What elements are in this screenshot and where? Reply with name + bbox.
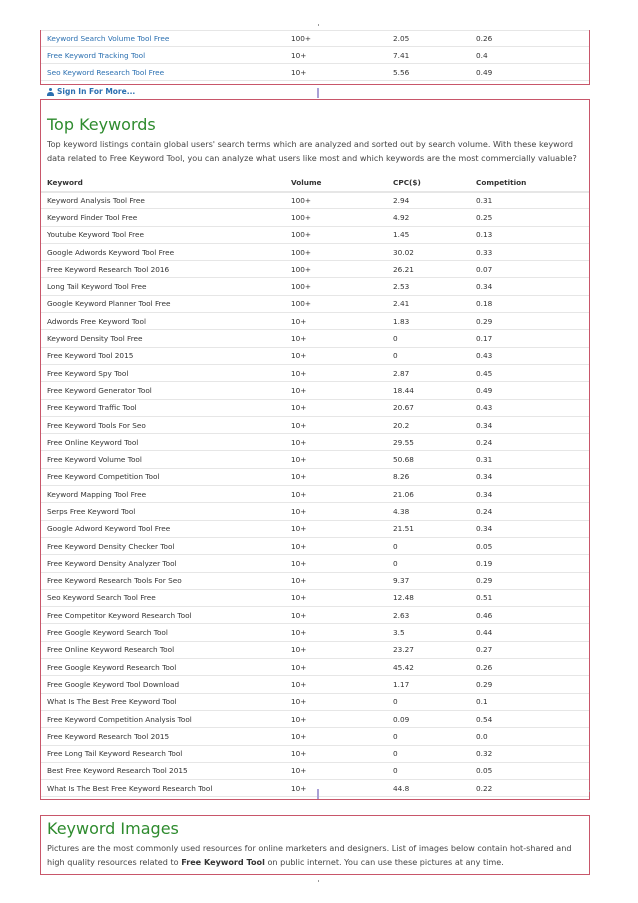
keyword-cell: Best Free Keyword Research Tool 2015 <box>47 766 188 776</box>
table-row <box>41 624 589 641</box>
competition-cell: 0.27 <box>476 645 493 655</box>
volume-cell: 10+ <box>291 437 307 447</box>
page-mark <box>589 790 590 792</box>
volume-cell: 10+ <box>291 645 307 655</box>
cpc-cell: 20.2 <box>393 420 410 430</box>
keyword-cell: Serps Free Keyword Tool <box>47 506 136 516</box>
competition-cell: 0.24 <box>476 437 493 447</box>
table-row <box>41 417 589 434</box>
competition-cell: 0.22 <box>476 783 493 793</box>
volume-cell: 10+ <box>291 455 307 465</box>
competition-cell: 0.34 <box>476 420 493 430</box>
volume-cell: 10+ <box>291 316 307 326</box>
table-row <box>41 590 589 607</box>
cpc-cell: 0 <box>393 766 398 776</box>
keyword-cell: Free Keyword Tool 2015 <box>47 351 134 361</box>
table-row <box>41 451 589 468</box>
keyword-cell: Google Adword Keyword Tool Free <box>47 524 171 534</box>
table-row <box>41 486 589 503</box>
cpc-cell: 29.55 <box>393 437 414 447</box>
volume-cell: 100+ <box>291 264 312 274</box>
header-competition: Competition <box>476 178 527 187</box>
table-row <box>41 365 589 382</box>
table-row <box>41 278 589 295</box>
cpc-cell: 2.87 <box>393 368 410 378</box>
keyword-cell: Keyword Mapping Tool Free <box>47 489 147 499</box>
cpc-cell: 7.41 <box>393 50 410 60</box>
volume-cell: 10+ <box>291 541 307 551</box>
volume-cell: 10+ <box>291 67 307 77</box>
header-keyword: Keyword <box>47 178 83 187</box>
cpc-cell: 50.68 <box>393 455 414 465</box>
competition-cell: 0.26 <box>476 34 493 43</box>
competition-cell: 0.18 <box>476 299 493 309</box>
cpc-cell: 0 <box>393 749 398 759</box>
keyword-cell: Google Keyword Planner Tool Free <box>47 299 171 309</box>
volume-cell: 10+ <box>291 679 307 689</box>
volume-cell: 100+ <box>291 34 312 43</box>
competition-cell: 0.45 <box>476 368 493 378</box>
competition-cell: 0.05 <box>476 766 493 776</box>
cpc-cell: 44.8 <box>393 783 410 793</box>
keyword-cell: Adwords Free Keyword Tool <box>47 316 147 326</box>
volume-cell: 10+ <box>291 610 307 620</box>
table-row <box>41 763 589 780</box>
table-row <box>41 711 589 728</box>
volume-cell: 10+ <box>291 697 307 707</box>
cpc-cell: 30.02 <box>393 247 414 257</box>
keyword-images-section <box>40 815 590 875</box>
competition-cell: 0.4 <box>476 50 488 60</box>
competition-cell: 0.34 <box>476 472 493 482</box>
volume-cell: 10+ <box>291 593 307 603</box>
top-keywords-section <box>40 99 590 800</box>
keyword-cell: Free Keyword Competition Analysis Tool <box>47 714 192 724</box>
keyword-cell: Free Long Tail Keyword Research Tool <box>47 749 183 759</box>
volume-cell: 10+ <box>291 749 307 759</box>
keyword-cell: Free Competitor Keyword Research Tool <box>47 610 192 620</box>
cpc-cell: 2.94 <box>393 196 410 206</box>
competition-cell: 0.49 <box>476 385 493 395</box>
volume-cell: 10+ <box>291 524 307 534</box>
table-row <box>41 555 589 572</box>
volume-cell: 100+ <box>291 247 312 257</box>
keyword-cell: Free Keyword Tools For Seo <box>47 420 146 430</box>
table-row <box>41 30 589 47</box>
keyword-link[interactable]: Keyword Search Volume Tool Free <box>47 34 170 43</box>
volume-cell: 10+ <box>291 351 307 361</box>
volume-cell: 100+ <box>291 282 312 292</box>
section-title-keyword-images: Keyword Images <box>47 819 179 838</box>
cpc-cell: 1.17 <box>393 679 410 689</box>
keyword-cell: Keyword Analysis Tool Free <box>47 196 145 206</box>
table-row <box>41 261 589 278</box>
competition-cell: 0.29 <box>476 576 493 586</box>
table-row <box>41 694 589 711</box>
header-cpc: CPC($) <box>393 178 421 187</box>
cpc-cell: 23.27 <box>393 645 414 655</box>
table-row <box>41 780 589 797</box>
desc-text: Pictures are the most commonly used resources for online marketers and designers. List of images below contain hot-shared and high quality resources related to <box>47 843 572 867</box>
keyword-cell: What Is The Best Free Keyword Tool <box>47 697 177 707</box>
volume-cell: 100+ <box>291 230 312 240</box>
cpc-cell: 9.37 <box>393 576 410 586</box>
cpc-cell: 20.67 <box>393 403 414 413</box>
competition-cell: 0.43 <box>476 351 493 361</box>
keyword-cell: Free Online Keyword Research Tool <box>47 645 175 655</box>
volume-cell: 10+ <box>291 731 307 741</box>
competition-cell: 0.25 <box>476 212 493 222</box>
cpc-cell: 0 <box>393 558 398 568</box>
volume-cell: 10+ <box>291 576 307 586</box>
competition-cell: 0.07 <box>476 264 493 274</box>
cpc-cell: 2.41 <box>393 299 410 309</box>
page-mark <box>318 24 319 26</box>
table-row <box>41 209 589 226</box>
sign-in-link[interactable] <box>47 87 135 96</box>
cpc-cell: 0.09 <box>393 714 410 724</box>
keyword-cell: Google Adwords Keyword Tool Free <box>47 247 175 257</box>
table-row <box>41 728 589 745</box>
competition-cell: 0.34 <box>476 282 493 292</box>
keyword-cell: Free Keyword Spy Tool <box>47 368 129 378</box>
volume-cell: 10+ <box>291 403 307 413</box>
table-row <box>41 400 589 417</box>
table-row <box>41 521 589 538</box>
volume-cell: 10+ <box>291 368 307 378</box>
keyword-cell: Free Keyword Generator Tool <box>47 385 152 395</box>
volume-cell: 10+ <box>291 506 307 516</box>
cpc-cell: 2.05 <box>393 34 410 43</box>
keyword-link[interactable]: Free Keyword Tracking Tool <box>47 50 146 60</box>
cpc-cell: 21.51 <box>393 524 414 534</box>
volume-cell: 10+ <box>291 385 307 395</box>
cpc-cell: 3.5 <box>393 628 405 638</box>
keyword-cell: Free Keyword Research Tool 2016 <box>47 264 170 274</box>
keyword-cell: Youtube Keyword Tool Free <box>47 230 144 240</box>
section-title-top-keywords: Top Keywords <box>47 115 156 134</box>
table-row <box>41 642 589 659</box>
table-row <box>41 227 589 244</box>
cpc-cell: 0 <box>393 697 398 707</box>
scroll-marker <box>317 88 319 98</box>
competition-cell: 0.24 <box>476 506 493 516</box>
cpc-cell: 12.48 <box>393 593 414 603</box>
competition-cell: 0.43 <box>476 403 493 413</box>
cpc-cell: 5.56 <box>393 67 410 77</box>
volume-cell: 100+ <box>291 299 312 309</box>
competition-cell: 0.34 <box>476 524 493 534</box>
competition-cell: 0.29 <box>476 316 493 326</box>
page-mark <box>318 880 319 882</box>
table-header <box>41 174 589 192</box>
competition-cell: 0.46 <box>476 610 493 620</box>
competition-cell: 0.31 <box>476 455 493 465</box>
table-row <box>41 244 589 261</box>
competition-cell: 0.31 <box>476 196 493 206</box>
competition-cell: 0.17 <box>476 334 493 344</box>
top-keywords-description: Top keyword listings contain global users' search terms which are analyzed and sorted out by search volume. With these keyword data related to Free Keyword Tool, you can analyze what users like most and which keywords are the most commercially valuable? <box>47 139 577 163</box>
table-row <box>41 64 589 81</box>
keyword-cell: What Is The Best Free Keyword Research Tool <box>47 783 213 793</box>
table-row <box>41 348 589 365</box>
volume-cell: 10+ <box>291 489 307 499</box>
cpc-cell: 4.38 <box>393 506 410 516</box>
table-row <box>41 192 589 209</box>
competition-cell: 0.33 <box>476 247 493 257</box>
keyword-cell: Free Keyword Traffic Tool <box>47 403 137 413</box>
volume-cell: 10+ <box>291 50 307 60</box>
volume-cell: 10+ <box>291 334 307 344</box>
keyword-cell: Keyword Finder Tool Free <box>47 212 138 222</box>
keyword-cell: Free Google Keyword Tool Download <box>47 679 180 689</box>
volume-cell: 10+ <box>291 420 307 430</box>
table-row <box>41 47 589 64</box>
table-row <box>41 382 589 399</box>
table-row <box>41 659 589 676</box>
cpc-cell: 8.26 <box>393 472 410 482</box>
top-keywords-table <box>41 192 589 797</box>
cpc-cell: 1.83 <box>393 316 410 326</box>
competition-cell: 0.19 <box>476 558 493 568</box>
keyword-cell: Free Keyword Density Checker Tool <box>47 541 175 551</box>
cpc-cell: 2.63 <box>393 610 410 620</box>
volume-cell: 100+ <box>291 212 312 222</box>
header-volume: Volume <box>291 178 322 187</box>
competition-cell: 0.13 <box>476 230 493 240</box>
keyword-cell: Free Keyword Density Analyzer Tool <box>47 558 177 568</box>
cpc-cell: 26.21 <box>393 264 414 274</box>
cpc-cell: 0 <box>393 334 398 344</box>
user-icon <box>47 88 54 96</box>
table-row <box>41 313 589 330</box>
table-row <box>41 676 589 693</box>
competition-cell: 0.34 <box>476 489 493 499</box>
cpc-cell: 4.92 <box>393 212 410 222</box>
keyword-cell: Free Keyword Research Tool 2015 <box>47 731 170 741</box>
desc-text: on public internet. You can use these pictures at any time. <box>264 856 504 867</box>
cpc-cell: 45.42 <box>393 662 414 672</box>
keyword-link[interactable]: Seo Keyword Research Tool Free <box>47 67 165 77</box>
keyword-cell: Free Google Keyword Search Tool <box>47 628 168 638</box>
keyword-cell: Free Keyword Competition Tool <box>47 472 160 482</box>
cpc-cell: 18.44 <box>393 385 414 395</box>
cpc-cell: 1.45 <box>393 230 410 240</box>
competition-cell: 0.1 <box>476 697 488 707</box>
desc-bold-keyword: Free Keyword Tool <box>181 856 265 867</box>
table-row <box>41 607 589 624</box>
volume-cell: 10+ <box>291 766 307 776</box>
cpc-cell: 0 <box>393 351 398 361</box>
table-row <box>41 573 589 590</box>
keyword-images-description <box>47 842 581 869</box>
competition-cell: 0.32 <box>476 749 493 759</box>
competition-cell: 0.26 <box>476 662 493 672</box>
keyword-cell: Free Online Keyword Tool <box>47 437 139 447</box>
volume-cell: 10+ <box>291 472 307 482</box>
cpc-cell: 21.06 <box>393 489 414 499</box>
keyword-cell: Keyword Density Tool Free <box>47 334 143 344</box>
competition-cell: 0.49 <box>476 67 493 77</box>
competition-cell: 0.54 <box>476 714 493 724</box>
keyword-cell: Free Keyword Volume Tool <box>47 455 142 465</box>
scroll-marker <box>317 789 319 799</box>
table-row <box>41 538 589 555</box>
keyword-cell: Free Google Keyword Research Tool <box>47 662 177 672</box>
keyword-cell: Seo Keyword Search Tool Free <box>47 593 156 603</box>
table-row <box>41 296 589 313</box>
volume-cell: 10+ <box>291 662 307 672</box>
competition-cell: 0.51 <box>476 593 493 603</box>
keyword-cell: Long Tail Keyword Tool Free <box>47 282 147 292</box>
cpc-cell: 0 <box>393 731 398 741</box>
volume-cell: 10+ <box>291 558 307 568</box>
volume-cell: 10+ <box>291 714 307 724</box>
competition-cell: 0.05 <box>476 541 493 551</box>
table-row <box>41 746 589 763</box>
cpc-cell: 2.53 <box>393 282 410 292</box>
volume-cell: 100+ <box>291 196 312 206</box>
volume-cell: 10+ <box>291 628 307 638</box>
sign-in-label: Sign In For More... <box>57 87 136 96</box>
table-row <box>41 434 589 451</box>
keyword-cell: Free Keyword Research Tools For Seo <box>47 576 182 586</box>
related-keywords-table <box>40 30 590 85</box>
competition-cell: 0.0 <box>476 731 488 741</box>
competition-cell: 0.44 <box>476 628 493 638</box>
competition-cell: 0.29 <box>476 679 493 689</box>
cpc-cell: 0 <box>393 541 398 551</box>
table-row <box>41 503 589 520</box>
table-row <box>41 330 589 347</box>
volume-cell: 10+ <box>291 783 307 793</box>
table-row <box>41 469 589 486</box>
